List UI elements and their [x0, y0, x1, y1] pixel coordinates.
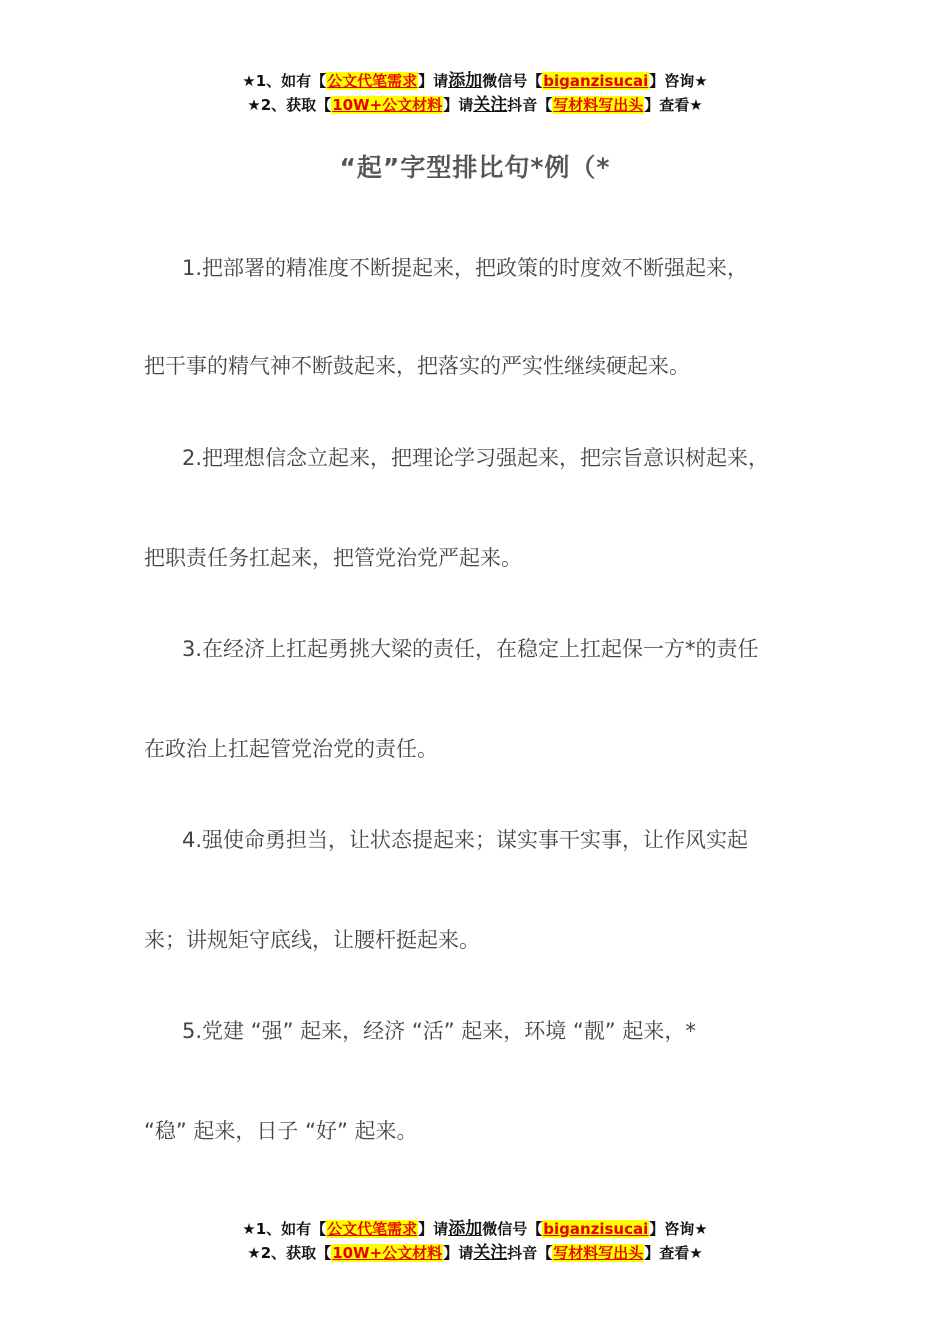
banner-text: 】咨询★ — [649, 1220, 708, 1238]
banner-text: 】请 — [443, 1244, 474, 1262]
banner-text: ★1、如有【 — [242, 72, 327, 90]
banner-text: 微信号【 — [482, 72, 543, 90]
highlight-materials[interactable]: 10W+公文材料 — [332, 1244, 443, 1262]
emphasis-follow: 关注 — [473, 95, 508, 115]
banner-text: 抖音【 — [507, 96, 553, 114]
paragraph-line: 3.在经济上扛起勇挑大梁的责任，在稳定上扛起保一方*的责任 — [182, 637, 759, 661]
banner-text: 微信号【 — [482, 1220, 543, 1238]
paragraph-line: 4.强使命勇担当，让状态提起来；谋实事干实事，让作风实起 — [182, 828, 749, 852]
banner-text: 抖音【 — [507, 1244, 553, 1262]
highlight-douyin-account[interactable]: 写材料写出头 — [553, 96, 644, 114]
banner-text: 】咨询★ — [649, 72, 708, 90]
footer-banner — [0, 1217, 950, 1265]
highlight-service[interactable]: 公文代笔需求 — [327, 72, 418, 90]
banner-text: 】查看★ — [644, 96, 703, 114]
paragraph-line: 把干事的精气神不断鼓起来，把落实的严实性继续硬起来。 — [144, 354, 690, 378]
banner-line-1 — [0, 69, 950, 93]
banner-text: ★2、获取【 — [247, 96, 332, 114]
emphasis-add: 添加 — [448, 1219, 483, 1239]
paragraph-line: 把职责任务扛起来，把管党治党严起来。 — [144, 546, 522, 570]
paragraph-line: 在政治上扛起管党治党的责任。 — [144, 737, 438, 761]
banner-line-2 — [0, 93, 950, 117]
highlight-douyin-account[interactable]: 写材料写出头 — [553, 1244, 644, 1262]
paragraph-line: 1.把部署的精准度不断提起来，把政策的时度效不断强起来， — [182, 256, 749, 280]
emphasis-follow: 关注 — [473, 1243, 508, 1263]
paragraph-line: “稳” 起来，日子 “好” 起来。 — [144, 1119, 418, 1143]
paragraph-line: 来；讲规矩守底线，让腰杆挺起来。 — [144, 928, 480, 952]
page-title: “起”字型排比句*例（* — [339, 153, 611, 182]
header-banner — [0, 69, 950, 117]
banner-text: ★1、如有【 — [242, 1220, 327, 1238]
paragraph-line: 2.把理想信念立起来，把理论学习强起来，把宗旨意识树起来， — [182, 446, 770, 470]
banner-text: 】请 — [418, 72, 449, 90]
banner-text: 】请 — [443, 96, 474, 114]
banner-line-1 — [0, 1217, 950, 1241]
highlight-service[interactable]: 公文代笔需求 — [327, 1220, 418, 1238]
banner-text: 】查看★ — [644, 1244, 703, 1262]
banner-text: 】请 — [418, 1220, 449, 1238]
paragraph-line: 5.党建 “强” 起来，经济 “活” 起来，环境 “靓” 起来，* — [182, 1019, 696, 1043]
banner-line-2 — [0, 1241, 950, 1265]
highlight-wechat-id[interactable]: biganzisucai — [543, 72, 649, 90]
banner-text: ★2、获取【 — [247, 1244, 332, 1262]
highlight-wechat-id[interactable]: biganzisucai — [543, 1220, 649, 1238]
emphasis-add: 添加 — [448, 71, 483, 91]
highlight-materials[interactable]: 10W+公文材料 — [332, 96, 443, 114]
